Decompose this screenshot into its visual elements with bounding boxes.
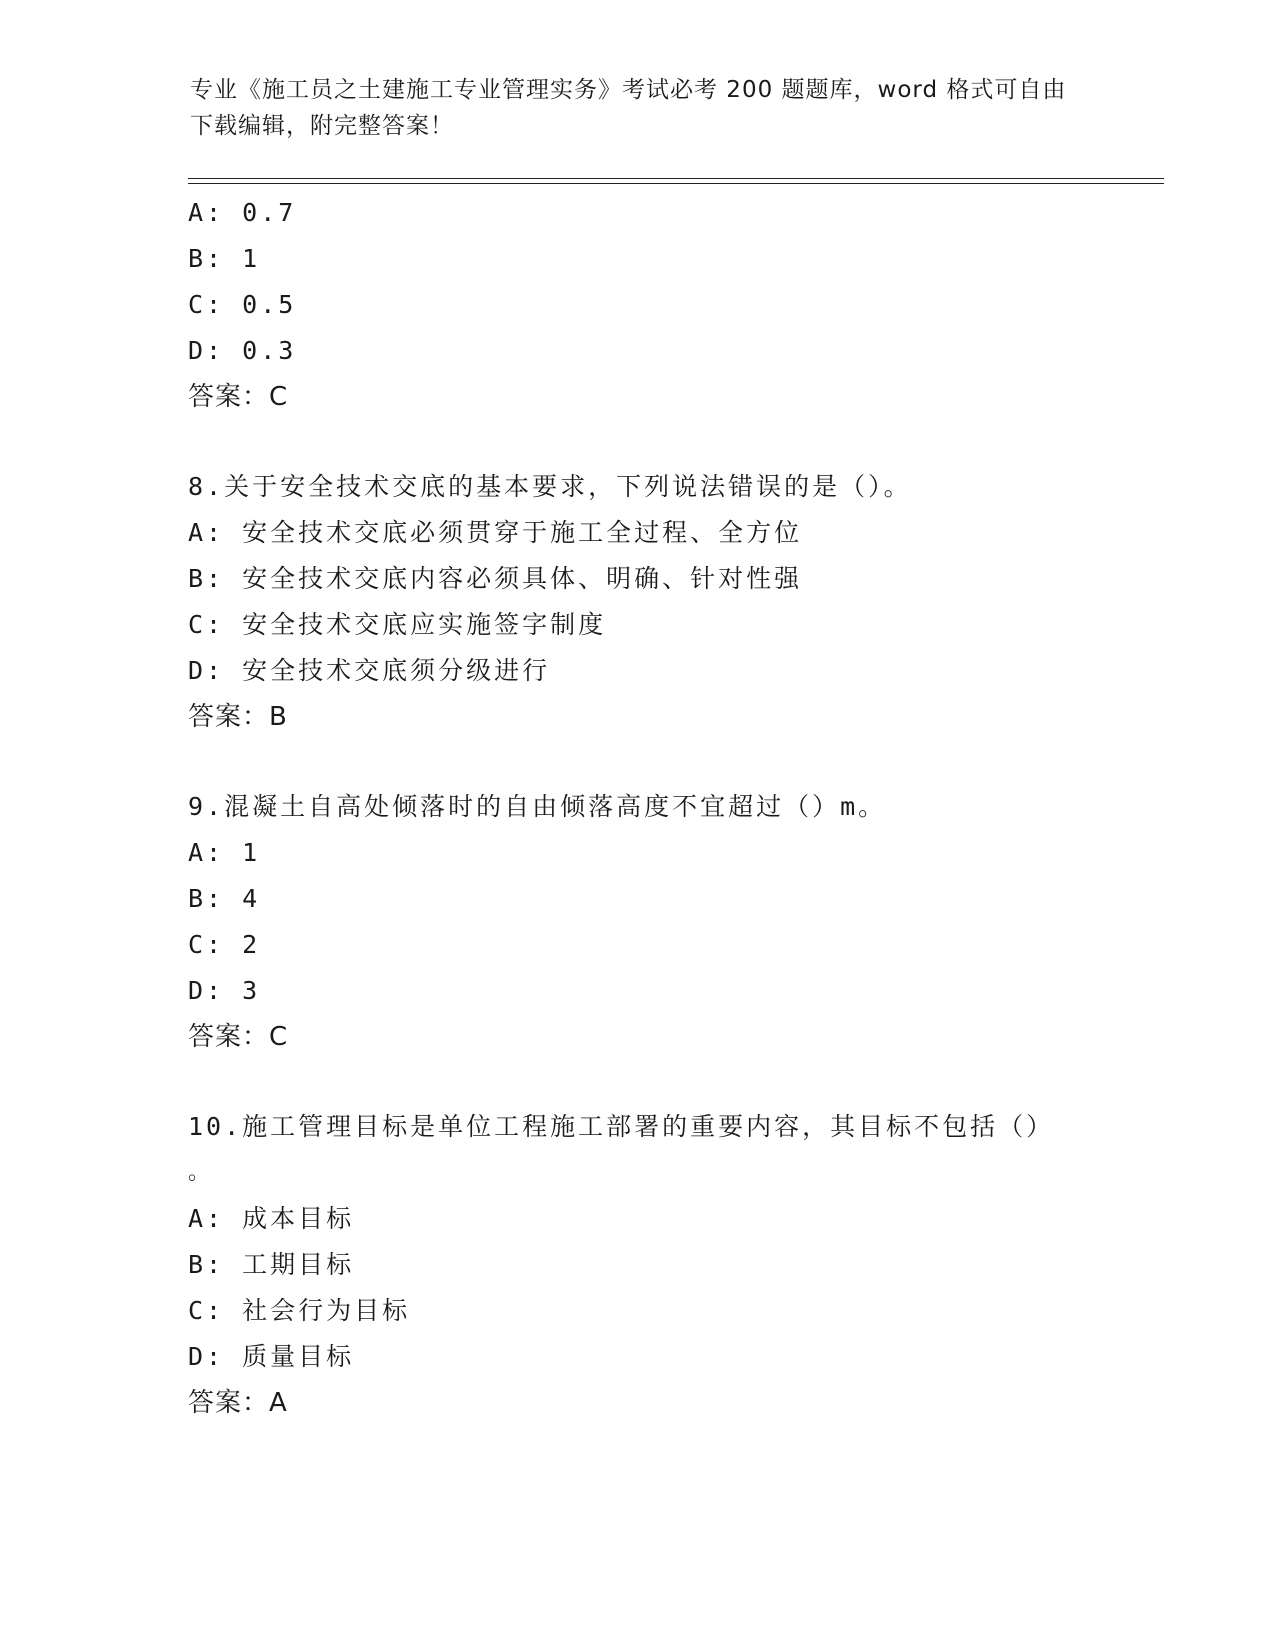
- option-a: A: 安全技术交底必须贯穿于施工全过程、全方位: [188, 518, 803, 547]
- spacer: [188, 420, 1168, 464]
- option-b: B: 工期目标: [188, 1250, 355, 1279]
- option-b: B: 4: [188, 884, 261, 913]
- header-title-line-1: 专业《施工员之土建施工专业管理实务》考试必考 200 题题库，word 格式可自由: [190, 77, 1067, 103]
- option-b: B: 1: [188, 244, 261, 273]
- answer-line: 答案：A: [188, 1388, 288, 1418]
- spacer: [188, 1060, 1168, 1104]
- question-stem: 10.施工管理目标是单位工程施工部署的重要内容，其目标不包括（）: [188, 1112, 1055, 1141]
- question-stem: 9.混凝土自高处倾落时的自由倾落高度不宜超过（）m。: [188, 792, 887, 821]
- spacer: [188, 740, 1168, 784]
- option-c: C: 0.5: [188, 290, 297, 319]
- question-block-7: [188, 190, 1168, 420]
- document-header: [190, 72, 1090, 144]
- question-list: [188, 190, 1168, 1426]
- question-block-8: [188, 464, 1168, 740]
- answer-line: 答案：B: [188, 702, 288, 732]
- option-c: C: 安全技术交底应实施签字制度: [188, 610, 607, 639]
- answer-line: 答案：C: [188, 1022, 289, 1052]
- option-c: C: 2: [188, 930, 261, 959]
- option-a: A: 0.7: [188, 198, 297, 227]
- header-divider-bottom: [188, 183, 1164, 184]
- option-b: B: 安全技术交底内容必须具体、明确、针对性强: [188, 564, 803, 593]
- option-d: D: 0.3: [188, 336, 297, 365]
- question-stem: 8.关于安全技术交底的基本要求，下列说法错误的是（）。: [188, 472, 912, 501]
- option-a: A: 1: [188, 838, 261, 867]
- question-block-9: [188, 784, 1168, 1060]
- question-stem-tail: 。: [188, 1160, 214, 1185]
- option-d: D: 安全技术交底须分级进行: [188, 656, 551, 685]
- question-block-10: [188, 1104, 1168, 1426]
- option-d: D: 3: [188, 976, 261, 1005]
- option-c: C: 社会行为目标: [188, 1296, 411, 1325]
- option-d: D: 质量目标: [188, 1342, 355, 1371]
- header-divider-top: [188, 178, 1164, 179]
- answer-line: 答案：C: [188, 382, 289, 412]
- option-a: A: 成本目标: [188, 1204, 355, 1233]
- header-title-line-2: 下载编辑，附完整答案！: [190, 113, 454, 139]
